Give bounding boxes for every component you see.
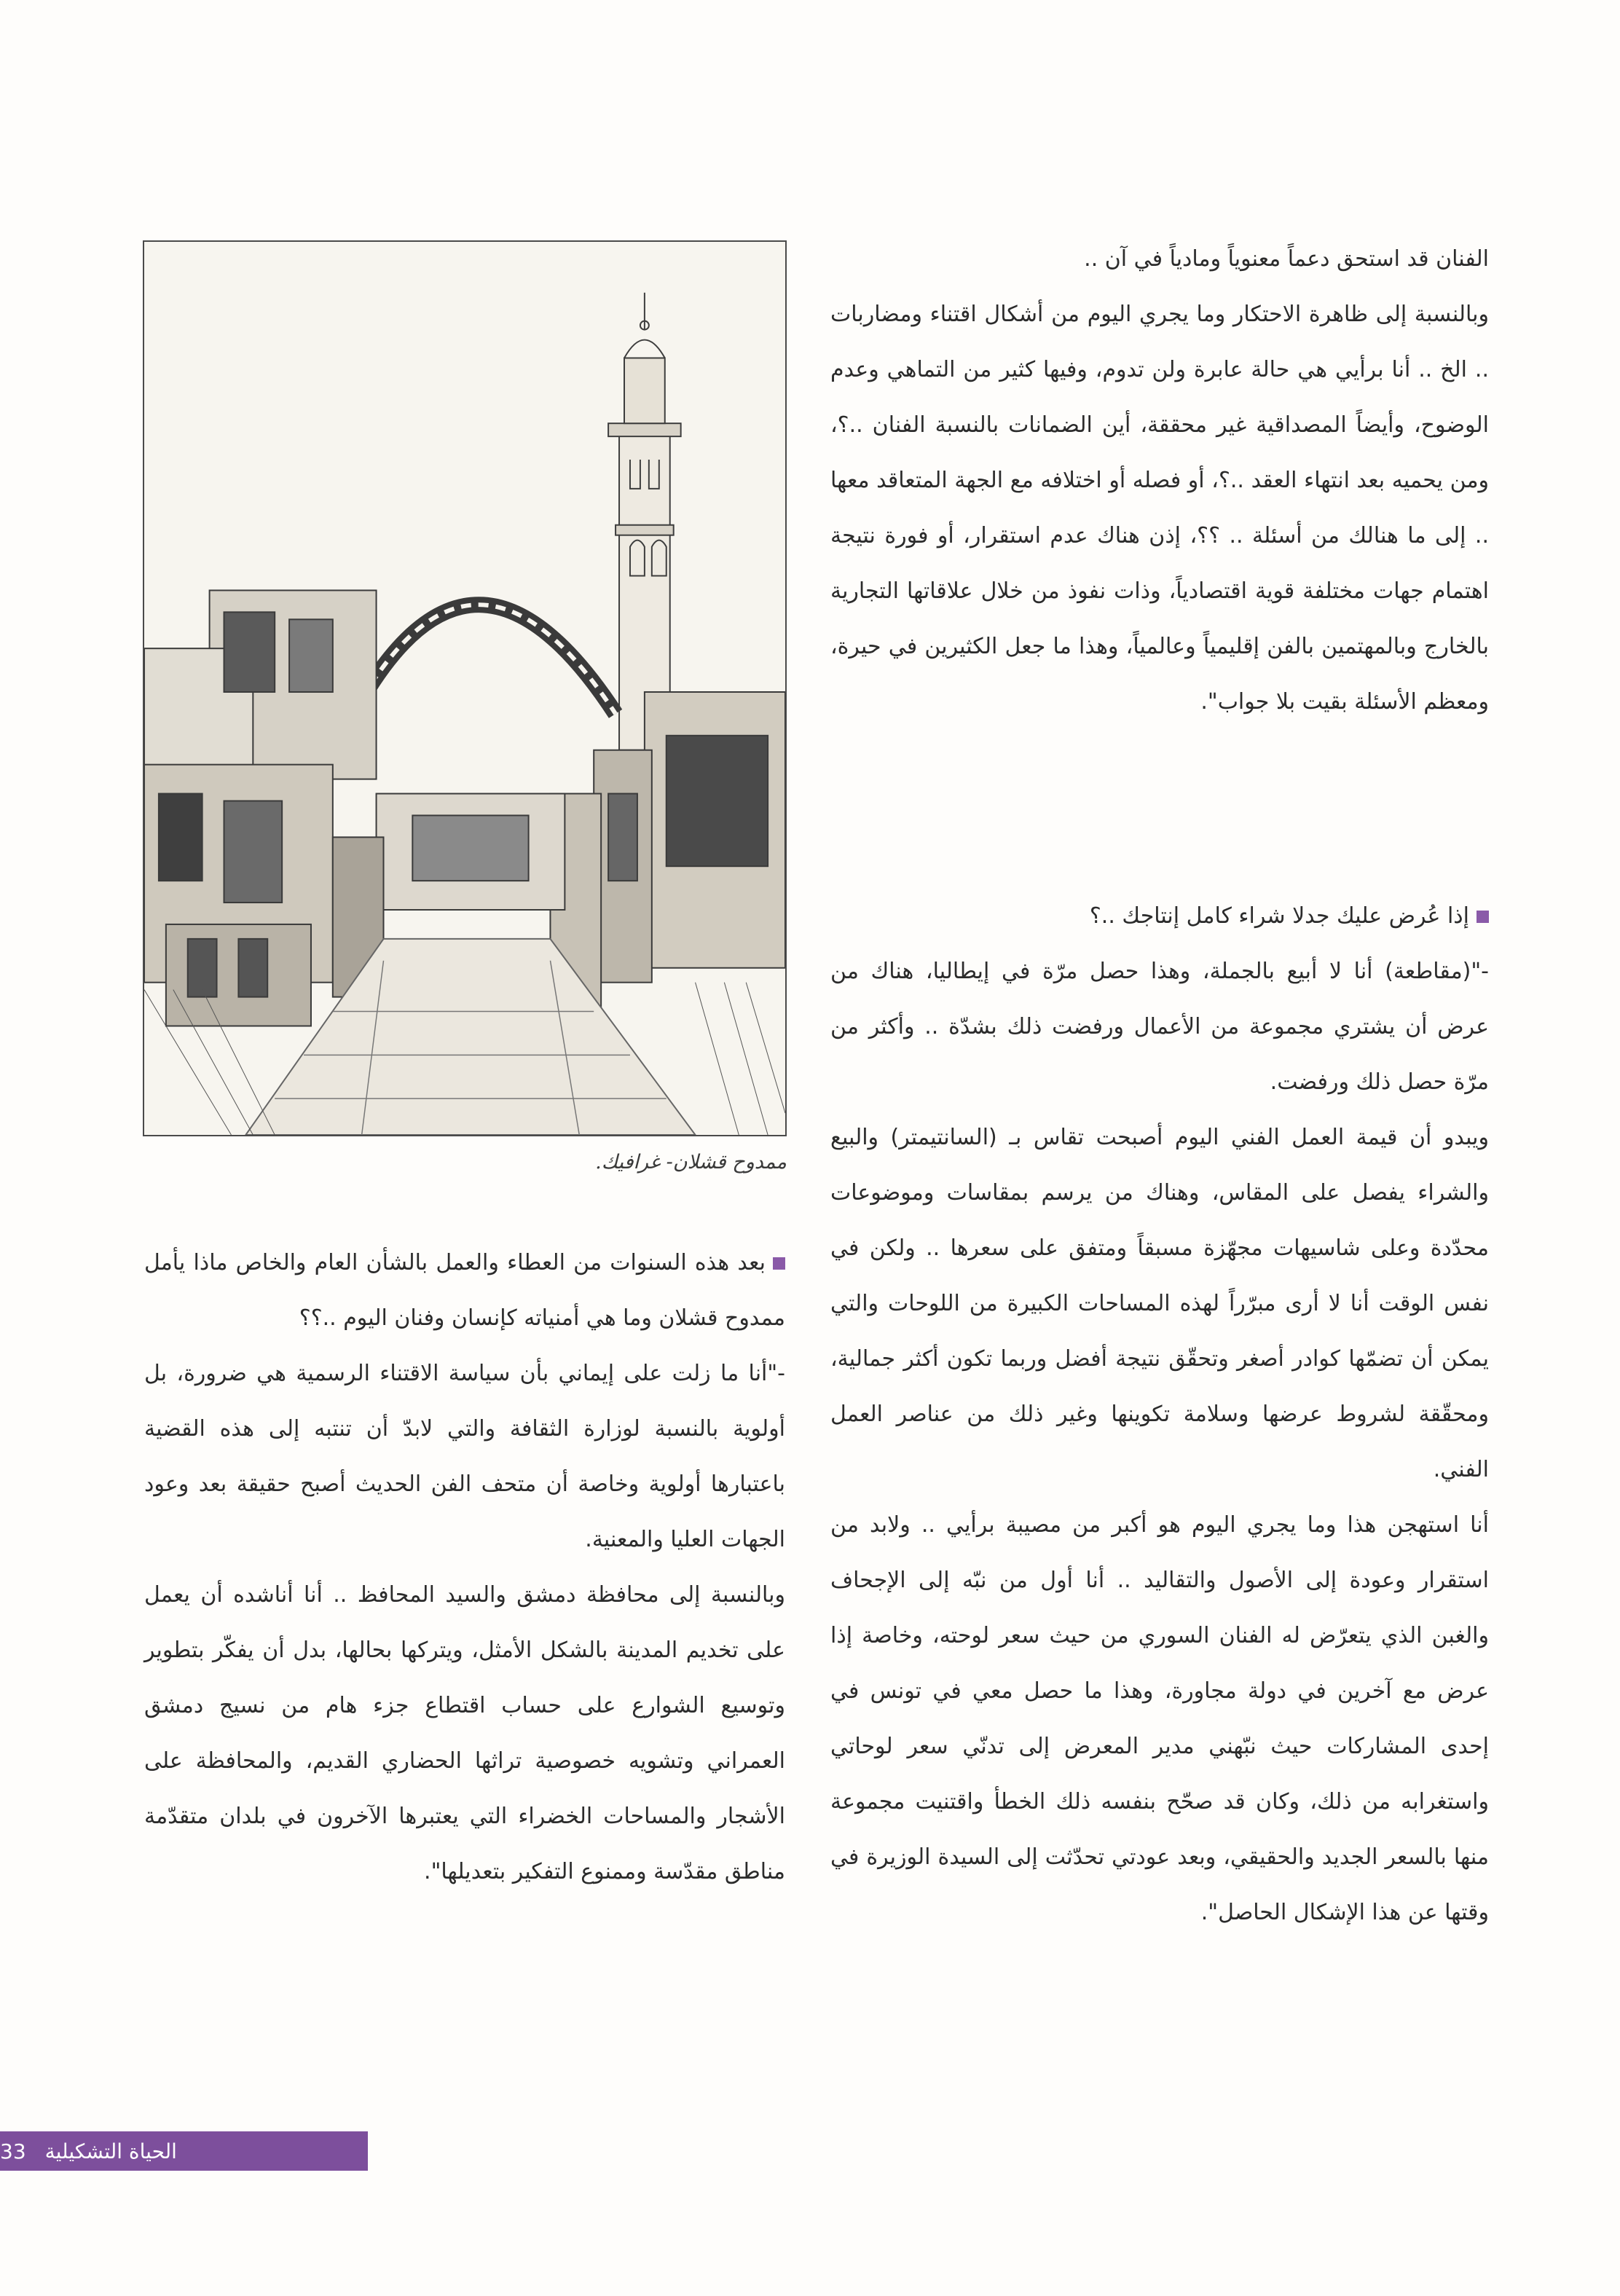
paragraph: أنا استهجن هذا وما يجري اليوم هو أكبر من مصيبة برأيي .. ولابد من استقرار وعودة إلى الأصول والتقاليد .. أنا أول من نبّه إلى الإجحاف والغبن الذي يتعرّض له الفنان السوري من حيث سعر لوحته، وخاصة إذا عرض مع آخرين في دولة مجاورة، وهذا ما حصل معي في تونس في إحدى المشاركات حيث نبّهني مدير المعرض إلى تدنّي سعر لوحاتي واستغرابه من ذلك، وكان قد صحّح بنفسه ذلك الخطأ واقتنيت مجموعة منها بالسعر الجديد والحقيقي، وبعد عودتي تحدّثت إلى السيدة الوزيرة في وقتها عن هذا الإشكال الحاصل". bbox=[830, 1512, 1489, 1925]
sketch-illustration bbox=[143, 240, 787, 1136]
page-number: 33 bbox=[0, 2139, 26, 2163]
paragraph: -"(مقاطعة) أنا لا أبيع بالجملة، وهذا حصل مرّة في إيطاليا، هناك من عرض أن يشتري مجموعة من الأعمال ورفضت ذلك بشدّة .. وأكثر من مرّة حصل ذلك ورفضت. bbox=[830, 959, 1489, 1095]
paragraph: الفنان قد استحق دعماً معنوياً ومادياً في آن .. bbox=[1084, 246, 1489, 272]
article-column-right-bottom bbox=[830, 889, 1489, 1941]
article-column-right-top bbox=[830, 232, 1489, 730]
square-bullet-icon bbox=[773, 1257, 785, 1270]
question-text: إذا عُرض عليك جدلا شراء كامل إنتاجك ..؟ bbox=[1089, 903, 1469, 929]
interview-question bbox=[830, 889, 1489, 944]
page-footer bbox=[0, 2131, 368, 2171]
paragraph: ويبدو أن قيمة العمل الفني اليوم أصبحت تقاس بـ (السانتيمتر) والبيع والشراء يفصل على المقاس، وهناك من يرسم بمقاسات وموضوعات محدّدة وعلى شاسيهات مجهّزة مسبقاً ومتفق على سعرها .. ولكن في نفس الوقت أنا لا أرى مبرّراً لهذه المساحات الكبيرة من اللوحات والتي يمكن أن تضمّها كوادر أصغر وتحقّق نتيجة أفضل وربما تكون أكثر جمالية، ومحقّقة لشروط عرضها وسلامة تكوينها وغير ذلك من عناصر العمل الفني. bbox=[830, 1125, 1489, 1482]
magazine-name: الحياة التشكيلية bbox=[44, 2139, 177, 2163]
paragraph: وبالنسبة إلى محافظة دمشق والسيد المحافظ .. أنا أناشده أن يعمل على تخديم المدينة بالشكل الأمثل، ويتركها بحالها، بدل أن يفكّر بتطوير وتوسيع الشوارع على حساب اقتطاع جزء هام من نسيج دمشق العمراني وتشويه خصوصية تراثها الحضاري القديم، والمحافظة على الأشجار والمساحات الخضراء التي يعتبرها الآخرون في بلدان متقدّمة مناطق مقدّسة وممنوع التفكير بتعديلها". bbox=[144, 1582, 785, 1884]
article-column-left bbox=[144, 1235, 785, 1900]
paragraph: -"أنا ما زلت على إيماني بأن سياسة الاقتناء الرسمية هي ضرورة، بل أولوية بالنسبة لوزارة الثقافة والتي لابدّ أن تنتبه إلى هذه القضية باعتبارها أولوية وخاصة أن متحف الفن الحديث أصبح حقيقة بعد وعود الجهات العليا والمعنية. bbox=[144, 1361, 785, 1552]
interview-question bbox=[144, 1235, 785, 1346]
square-bullet-icon bbox=[1477, 911, 1489, 923]
question-text: بعد هذه السنوات من العطاء والعمل بالشأن العام والخاص ماذا يأمل ممدوح قشلان وما هي أمنياته كإنسان وفنان اليوم ..؟؟ bbox=[144, 1250, 785, 1331]
figure-caption: ممدوح قشلان- غرافيك. bbox=[595, 1151, 787, 1173]
paragraph: وبالنسبة إلى ظاهرة الاحتكار وما يجري اليوم من أشكال اقتناء ومضاربات .. الخ .. أنا برأيي هي حالة عابرة ولن تدوم، وفيها كثير من التماهي وعدم الوضوح، وأيضاً المصداقية غير محققة، أين الضمانات بالنسبة الفنان ..؟، ومن يحميه بعد انتهاء العقد ..؟، أو فصله أو اختلافه مع الجهة المتعاقد معها .. إلى ما هنالك من أسئلة .. ؟؟، إذن هناك عدم استقرار، أو فورة نتيجة اهتمام جهات مختلفة قوية اقتصادياً، وذات نفوذ من خلال علاقاتها التجارية بالخارج وبالمهتمين بالفن إقليمياً وعالمياً، وهذا ما جعل الكثيرين في حيرة، ومعظم الأسئلة بقيت بلا جواب". bbox=[830, 302, 1489, 715]
old-damascus-street-sketch bbox=[144, 242, 785, 1135]
